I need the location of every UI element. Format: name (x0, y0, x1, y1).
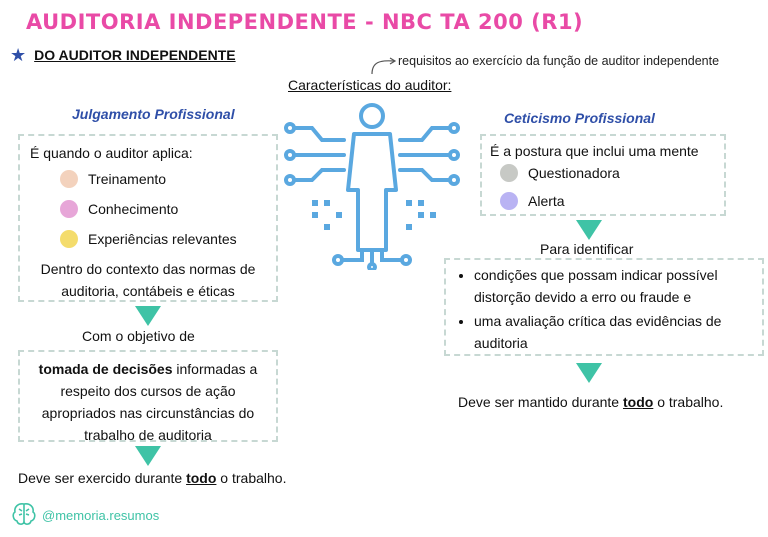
item-label: Conhecimento (88, 201, 179, 217)
star-icon: ★ (10, 45, 27, 65)
identify-box (444, 258, 764, 356)
left-footer: Deve ser exercido durante todo o trabalho. (18, 470, 287, 486)
right-footer: Deve ser mantido durante todo o trabalho. (458, 394, 724, 410)
julgamento-intro: É quando o auditor aplica: (30, 145, 193, 161)
bullet-dot (60, 230, 78, 248)
item-label: Questionadora (528, 165, 620, 181)
list-item (60, 200, 266, 218)
list-item (60, 170, 266, 188)
section-heading (10, 46, 236, 64)
item-label: Experiências relevantes (88, 231, 237, 247)
caracteristicas-label: Características do auditor: (288, 77, 452, 93)
bullet-dot (60, 200, 78, 218)
list-item (60, 230, 266, 248)
down-arrow-icon (576, 363, 602, 383)
item-label: Treinamento (88, 171, 167, 187)
down-arrow-icon (135, 446, 161, 466)
julgamento-heading: Julgamento Profissional (72, 106, 235, 122)
objective-text: Com o objetivo de (82, 328, 195, 344)
julgamento-box (18, 134, 278, 302)
list-item: • condições que possam indicar possível distorção devido a erro ou fraude e (474, 264, 752, 308)
down-arrow-icon (576, 220, 602, 240)
identify-list (456, 264, 752, 354)
curved-arrow-icon (368, 54, 398, 76)
page-title: AUDITORIA INDEPENDENTE - NBC TA 200 (R1) (26, 10, 584, 34)
bullet-dot (60, 170, 78, 188)
bullet-dot (500, 164, 518, 182)
section-label: DO AUDITOR INDEPENDENTE (34, 47, 236, 63)
ceticismo-intro: É a postura que inclui uma mente (490, 143, 699, 159)
brain-icon (10, 500, 38, 528)
decision-rest: informadas a respeito dos cursos de ação apropriados nas circunstâncias do trabalho de auditoria (41, 361, 258, 443)
ceticismo-box (480, 134, 726, 216)
list-item (500, 192, 716, 210)
context-text: Dentro do contexto das normas de auditoria, contábeis e éticas (40, 261, 256, 299)
down-arrow-icon (135, 306, 161, 326)
list-item: • uma avaliação crítica das evidências de auditoria (474, 310, 752, 354)
bullet-dot (500, 192, 518, 210)
list-item (500, 164, 716, 182)
decision-box (18, 350, 278, 442)
item-label: Alerta (528, 193, 565, 209)
handle-text: @memoria.resumos (42, 508, 160, 523)
decision-bold: tomada de decisões (38, 361, 173, 377)
identify-text: Para identificar (540, 241, 634, 257)
human-circuit-icon (282, 100, 462, 270)
ceticismo-heading: Ceticismo Profissional (504, 110, 655, 126)
requisitos-note: requisitos ao exercício da função de auditor independente (398, 54, 720, 68)
